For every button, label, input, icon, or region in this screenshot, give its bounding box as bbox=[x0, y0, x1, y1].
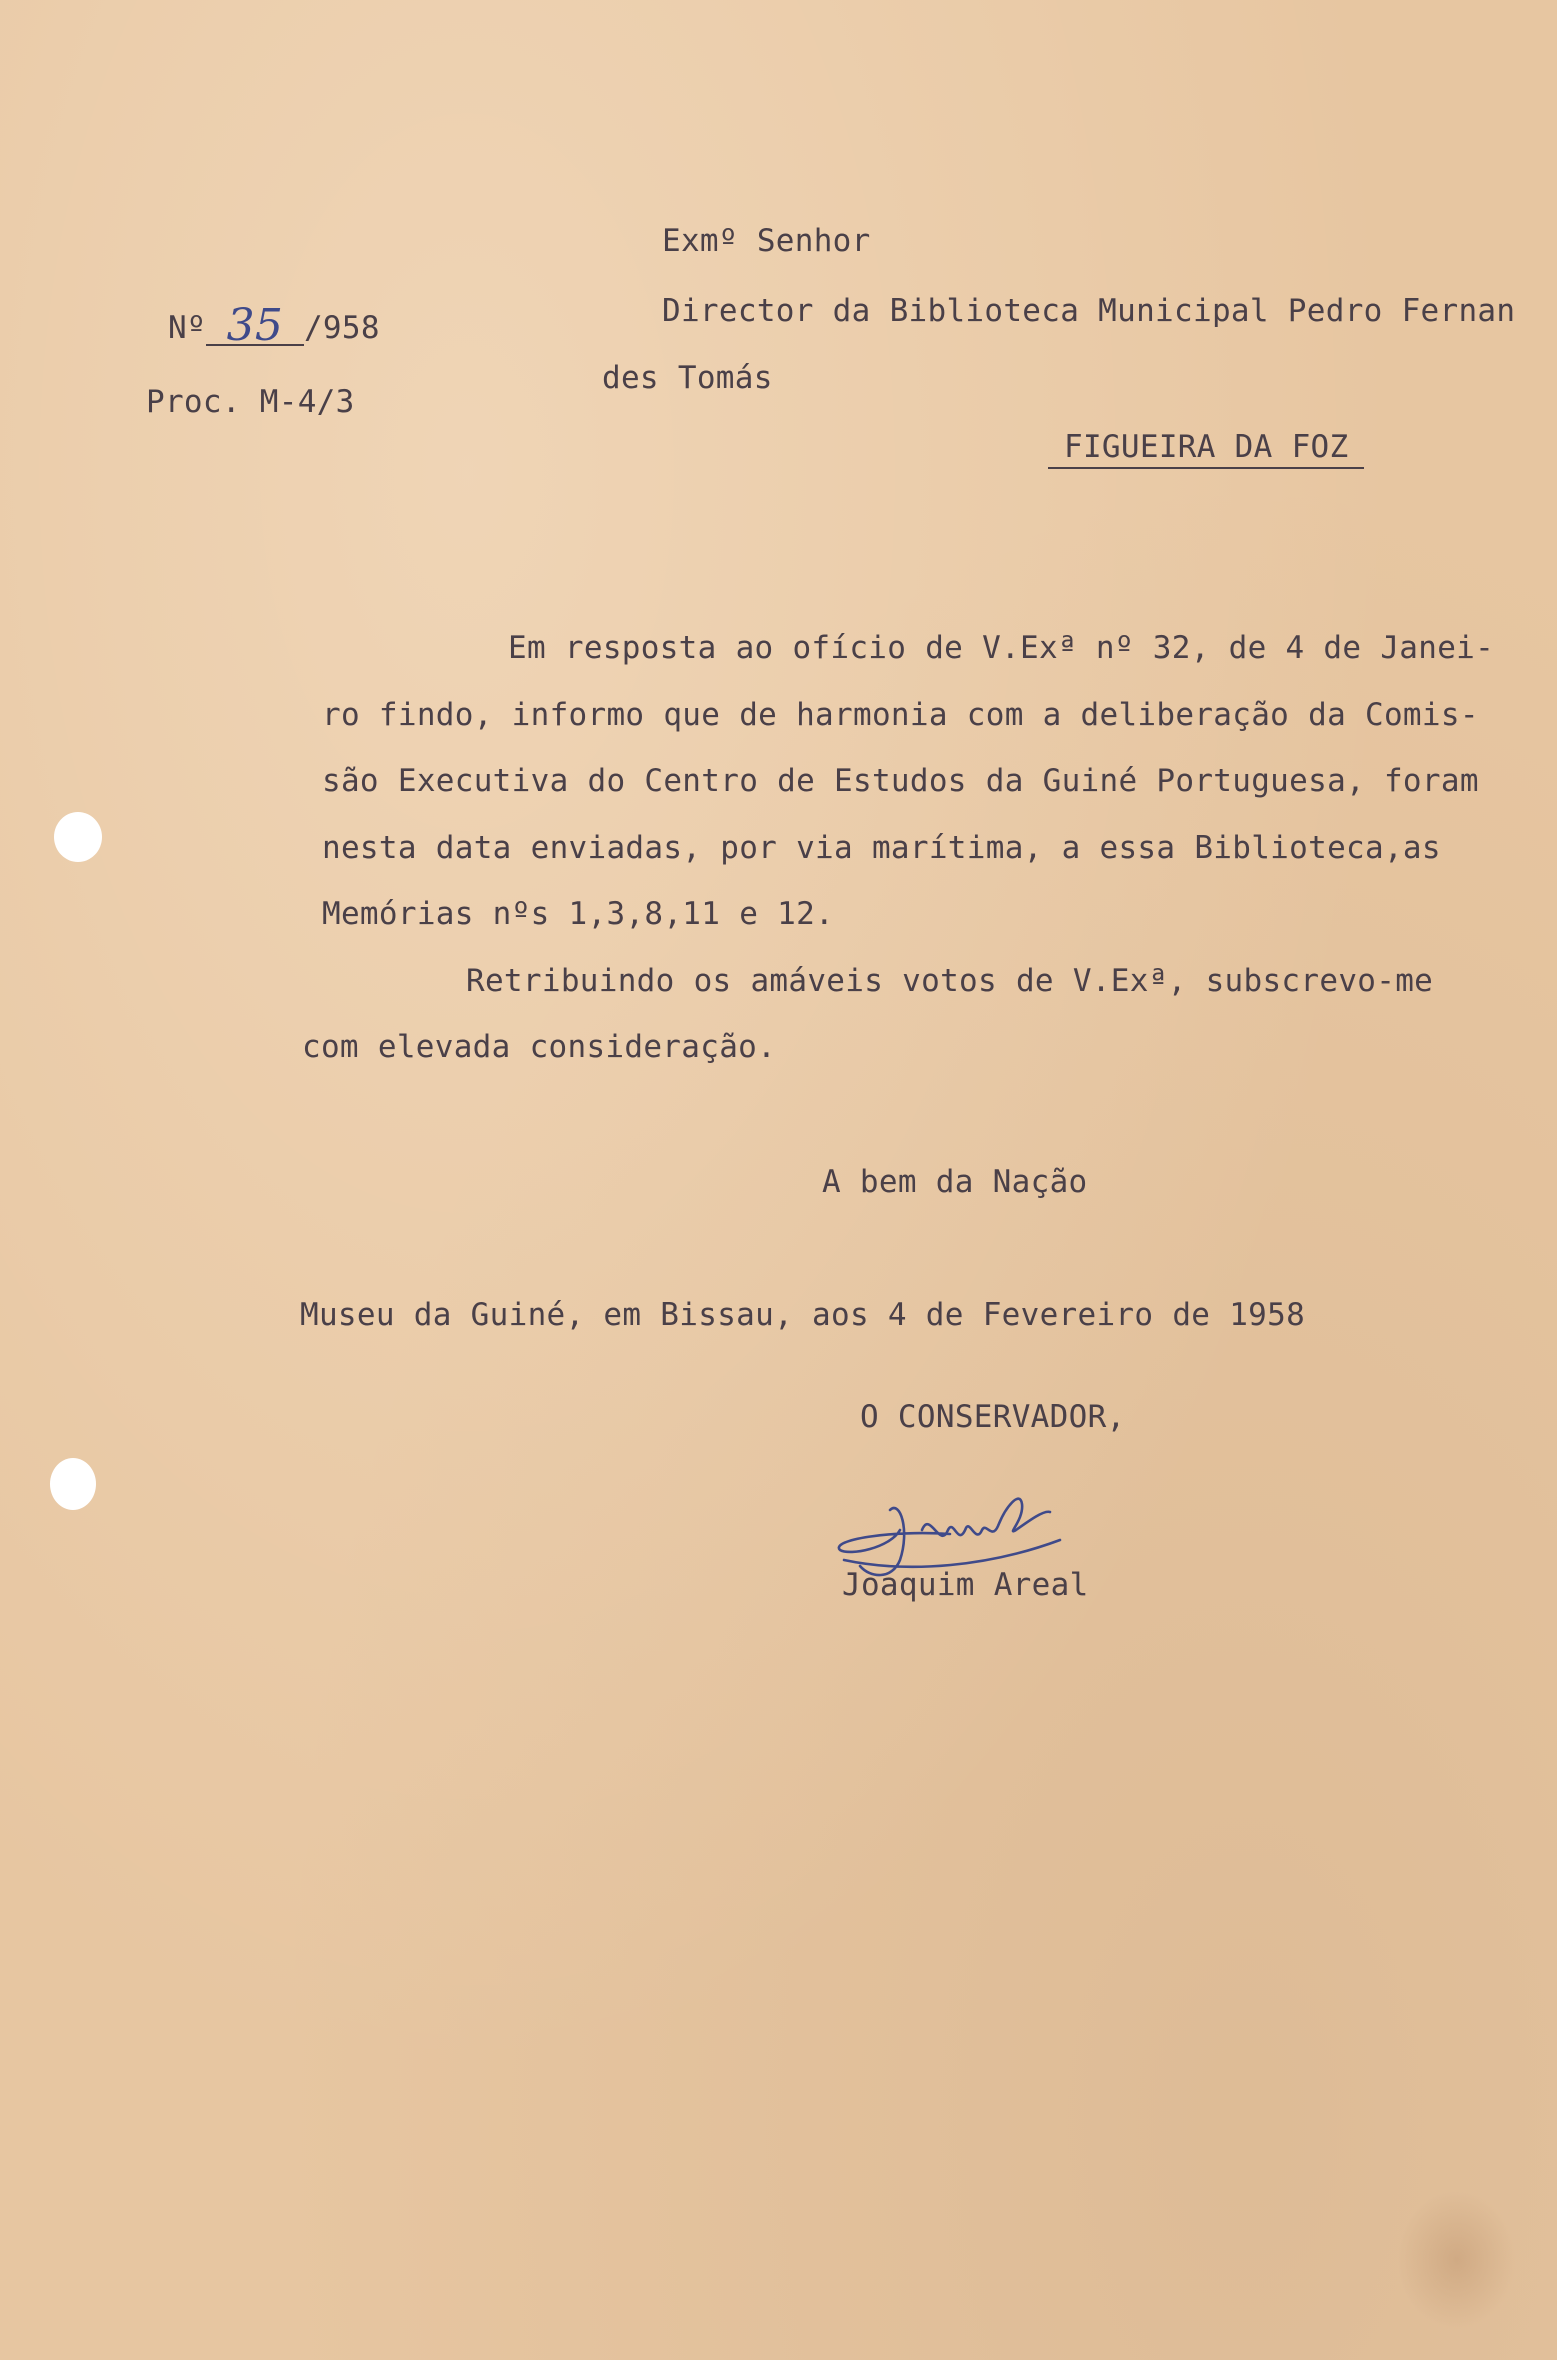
reference-prefix: Nº bbox=[168, 310, 206, 346]
destination-city bbox=[1048, 429, 1364, 465]
body-line-4: nesta data enviadas, por via marítima, a essa Biblioteca,as bbox=[322, 830, 1441, 866]
reference-handwritten-number: 35 bbox=[206, 308, 304, 346]
body-line-2: ro findo, informo que de harmonia com a deliberação da Comis- bbox=[322, 697, 1479, 733]
body-line-3: são Executiva do Centro de Estudos da Guiné Portuguesa, foram bbox=[322, 763, 1479, 799]
punch-hole-bottom bbox=[50, 1458, 96, 1510]
body-line-1: Em resposta ao ofício de V.Exª nº 32, de 4 de Janei- bbox=[508, 630, 1495, 666]
recipient-line-2: des Tomás bbox=[602, 360, 773, 396]
signer-name: Joaquim Areal bbox=[842, 1567, 1089, 1603]
body-line-6: Retribuindo os amáveis votos de V.Exª, subscrevo-me bbox=[466, 963, 1434, 999]
signer-role: O CONSERVADOR, bbox=[860, 1399, 1126, 1435]
place-and-date: Museu da Guiné, em Bissau, aos 4 de Fevereiro de 1958 bbox=[300, 1297, 1306, 1333]
salutation: Exmº Senhor bbox=[662, 223, 871, 259]
closing-motto: A bem da Nação bbox=[822, 1164, 1088, 1200]
reference-year: /958 bbox=[303, 310, 380, 346]
body-line-7: com elevada consideração. bbox=[302, 1029, 777, 1065]
process-number: Proc. M-4/3 bbox=[146, 384, 355, 420]
reference-number bbox=[168, 300, 380, 351]
body-line-5: Memórias nºs 1,3,8,11 e 12. bbox=[322, 896, 835, 932]
recipient-line-1: Director da Biblioteca Municipal Pedro Fernan bbox=[662, 296, 1516, 327]
punch-hole-top bbox=[54, 812, 102, 862]
destination-city-text: FIGUEIRA DA FOZ bbox=[1048, 429, 1364, 469]
paper-stain bbox=[1397, 2190, 1517, 2330]
